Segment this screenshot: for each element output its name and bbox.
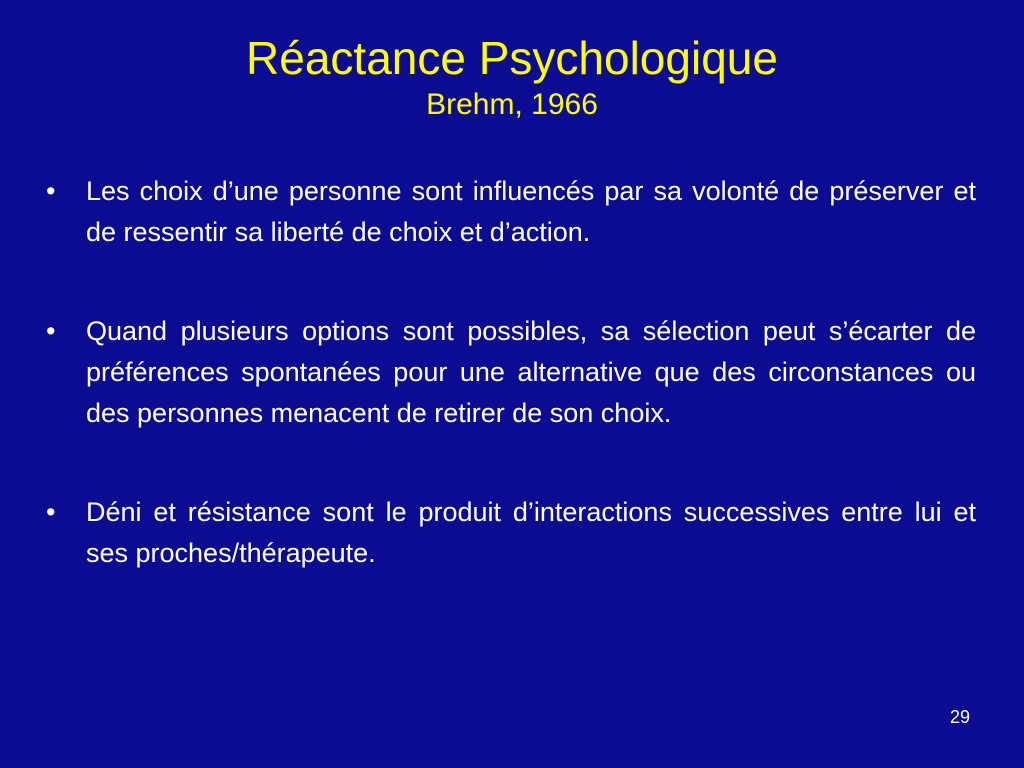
bullet-item [44,492,976,574]
bullet-marker: • [46,176,56,206]
bullet-text: Déni et résistance sont le produit d’interactions successives entre lui et ses proches/thérapeute. [86,497,976,568]
bullet-marker: • [46,497,56,527]
bullet-item [44,311,976,434]
bullet-text: Les choix d’une personne sont influencés par sa volonté de préserver et de ressentir sa liberté de choix et d’action. [86,176,976,247]
bullet-list [44,171,976,574]
bullet-marker: • [46,316,56,346]
title-block [0,30,1024,124]
slide-subtitle: Brehm, 1966 [426,88,598,121]
bullet-text: Quand plusieurs options sont possibles, sa sélection peut s’écarter de préférences spontanées pour une alternative que des circonstances ou des personnes menacent de retirer de son choix. [86,316,976,428]
bullet-item [44,171,976,253]
slide-title: Réactance Psychologique [246,32,778,84]
page-number: 29 [949,707,970,727]
